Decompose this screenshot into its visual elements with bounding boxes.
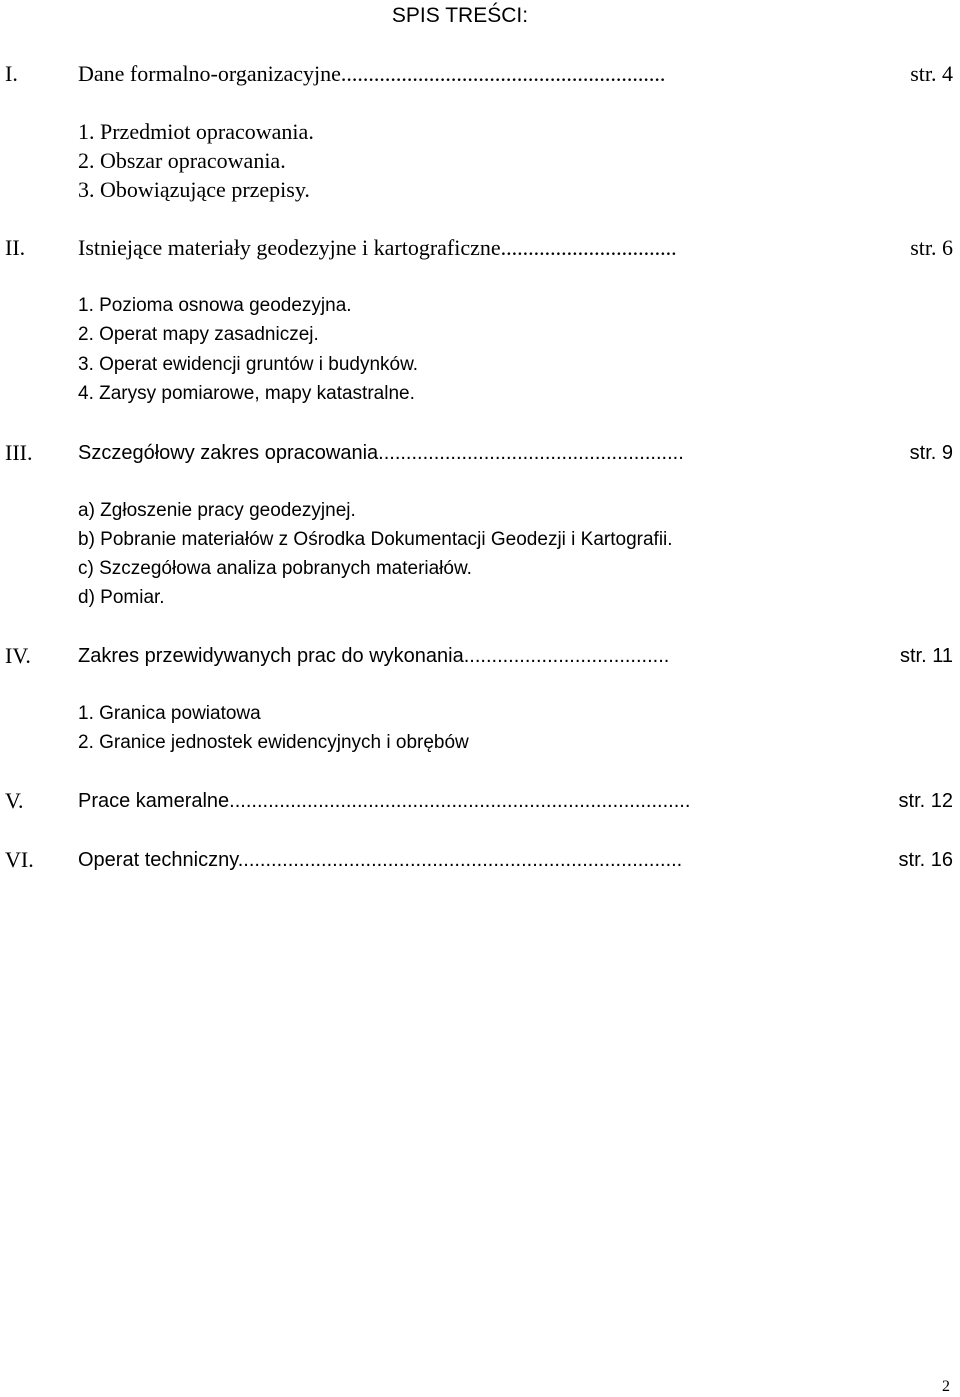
section-page: str. 16 [898,849,953,871]
toc-item: c) Szczegółowa analiza pobranych materiałów. [78,558,472,579]
section-page: str. 6 [910,235,953,260]
toc-item: 1. Pozioma osnowa geodezyjna. [78,295,352,316]
toc-section-2 [5,233,953,263]
toc-section-1 [5,59,953,89]
toc-item: d) Pomiar. [78,587,165,608]
section-number: VI. [5,847,34,872]
toc-item: 4. Zarysy pomiarowe, mapy katastralne. [78,383,415,404]
toc-item: 1. Granica powiatowa [78,703,261,724]
section-number: II. [5,235,26,260]
toc-item: 2. Granice jednostek ewidencyjnych i obrębów [78,732,469,753]
section-title: Szczegółowy zakres opracowania....................................................... [78,442,684,464]
toc-section-3 [5,438,953,468]
toc-section-5 [5,786,953,816]
toc-item: 3. Operat ewidencji gruntów i budynków. [78,354,419,375]
toc-item: 2. Obszar opracowania. [78,148,286,173]
section-number: III. [5,440,33,465]
page-number: 2 [942,1378,950,1395]
toc-section-6 [5,845,953,875]
toc-item: 2. Operat mapy zasadniczej. [78,324,319,345]
section-title: Zakres przewidywanych prac do wykonania..................................... [78,645,670,667]
page-title: SPIS TREŚCI: [391,4,529,27]
section-title: Prace kameralne................................................................................... [78,790,691,812]
section-number: I. [5,61,18,86]
section-page: str. 4 [910,61,953,86]
section-page: str. 12 [898,790,953,812]
section-page: str. 9 [909,442,953,464]
toc-section-4 [5,641,953,671]
section-title: Istniejące materiały geodezyjne i kartograficzne................................ [78,235,677,260]
section-page: str. 11 [900,645,953,667]
toc-item: a) Zgłoszenie pracy geodezyjnej. [78,500,356,521]
toc-item: b) Pobranie materiałów z Ośrodka Dokumentacji Geodezji i Kartografii. [78,529,673,550]
section-title: Operat techniczny................................................................................ [78,849,683,871]
toc-item: 3. Obowiązujące przepisy. [78,177,310,202]
section-title: Dane formalno-organizacyjne........................................................... [78,61,666,86]
toc-item: 1. Przedmiot opracowania. [78,119,314,144]
section-number: V. [5,788,24,813]
section-number: IV. [5,643,31,668]
